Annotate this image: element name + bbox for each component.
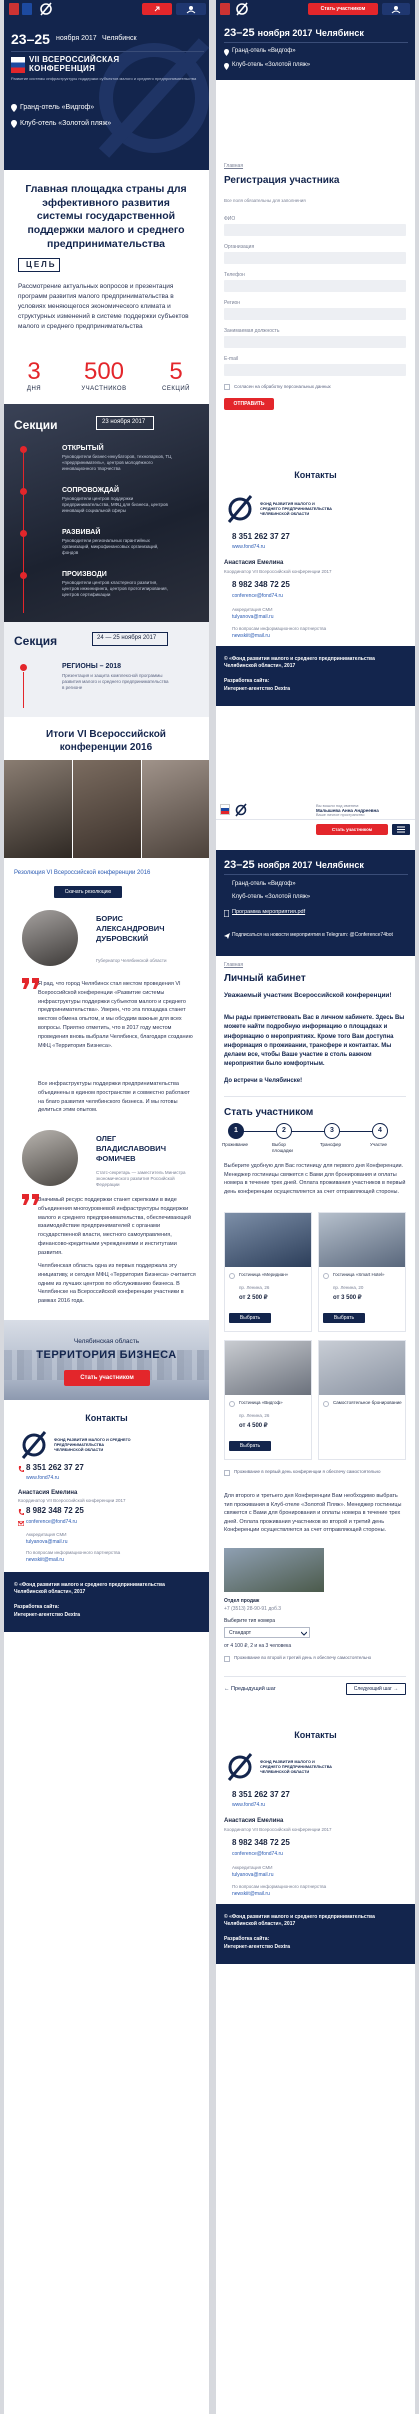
section2-block xyxy=(4,622,209,717)
hero-divider xyxy=(11,51,204,52)
phone-field[interactable] xyxy=(224,280,406,292)
become-participant-button[interactable] xyxy=(316,824,388,835)
phone-icon xyxy=(18,1465,24,1472)
footer-copyright: © «Фонд развития малого и среднего предпринимательства Челябинской области», 2017 xyxy=(224,656,375,669)
hero-section xyxy=(4,18,209,170)
accred-email[interactable]: tulyanova@mail.ru xyxy=(26,1539,68,1545)
hero-divider xyxy=(224,874,408,875)
self-accommodation2-checkbox[interactable] xyxy=(224,1656,230,1662)
section-bullet-icon xyxy=(20,664,27,671)
user-menu-button[interactable] xyxy=(176,3,206,15)
results-photo-strip xyxy=(4,760,209,858)
footer-copyright: © «Фонд развития малого и среднего предпринимательства Челябинской области», 2017 xyxy=(224,1914,375,1927)
contacts-title: Контакты xyxy=(294,1730,337,1740)
step-4[interactable]: 4 xyxy=(372,1123,388,1139)
hotel-photo xyxy=(225,1213,311,1267)
step-2[interactable]: 2 xyxy=(276,1123,292,1139)
fund-site[interactable]: www.fond74.ru xyxy=(232,1802,266,1808)
coordinator-name: Анастасия Емелина xyxy=(18,1490,78,1496)
footer xyxy=(4,1572,209,1632)
consent-checkbox[interactable] xyxy=(224,384,230,390)
coordinator-name: Анастасия Емелина xyxy=(224,1818,284,1824)
phone-icon xyxy=(18,1508,24,1515)
results-title: Итоги VI Всероссийской конференции 2016 xyxy=(46,729,166,753)
fund-phone: 8 351 262 37 27 xyxy=(232,532,290,541)
top-bar xyxy=(4,0,209,18)
info-email[interactable]: newskiit@mail.ru xyxy=(232,633,270,639)
section-bullet-icon xyxy=(20,446,27,453)
accred-email[interactable]: tulyanova@mail.ru xyxy=(232,614,274,620)
coordinator-phone: 8 982 348 72 25 xyxy=(232,1838,290,1847)
become-participant-cta[interactable] xyxy=(64,1370,150,1386)
hotel-card[interactable] xyxy=(318,1340,406,1460)
location-pin-icon xyxy=(11,120,17,128)
user-menu-button[interactable] xyxy=(382,3,410,15)
club-hotel-photo xyxy=(224,1548,324,1592)
submit-button[interactable] xyxy=(224,398,274,410)
next-step-button[interactable] xyxy=(346,1683,406,1695)
coordinator-role: Координатор VII Всероссийской конференции 2017 xyxy=(224,569,332,574)
coordinator-email[interactable]: conference@fond74.ru xyxy=(232,593,283,599)
cabinet-body: Мы рады приветствовать Вас в личном кабинете. Здесь Вы можете найти подробную информацию о площадках и информацию о мероприятиях. Кроме того Вам доступна информация о проживании, трансфере и контактах. Мы делаем все, чтобы Ваше участие в столь важном мероприятии было комфортным. xyxy=(224,1015,405,1068)
submit-label: ОТПРАВИТЬ xyxy=(233,401,265,407)
self-accommodation2-label: Проживание во второй и третий день я обеспечу самостоятельно xyxy=(234,1655,372,1660)
coordinator-email[interactable]: conference@fond74.ru xyxy=(232,1851,283,1857)
section-name: РАЗВИВАЙ xyxy=(62,529,101,536)
speaker-photo xyxy=(22,1130,78,1186)
step-label: Проживание xyxy=(222,1142,249,1147)
hotel-card[interactable] xyxy=(318,1212,406,1332)
hotel-radio[interactable] xyxy=(229,1401,235,1407)
become-participant-button[interactable] xyxy=(308,3,378,15)
cabinet-topbar xyxy=(216,800,415,820)
coordinator-phone: 8 982 348 72 25 xyxy=(26,1506,84,1515)
footer-dev-name[interactable]: Интернет-агентство Dextra xyxy=(224,686,291,692)
speaker-role: Губернатор Челябинской области xyxy=(96,958,167,963)
download-label: Скачать резолюцию xyxy=(64,889,112,895)
select-hotel-button[interactable]: Выбрать xyxy=(229,1441,271,1451)
hero-dates: 23–25 ноября 2017 Челябинск xyxy=(224,859,364,871)
step-label: Участие xyxy=(370,1142,388,1147)
hotel-card[interactable] xyxy=(224,1212,312,1332)
event-photo xyxy=(73,760,141,858)
goal-text: Рассмотрение актуальных вопросов и презентация программ развития малого предпринимательства в условиях меняющегося экономического климата и структурных изменений в системе поддержки субъектов малого и среднего предпринимательства xyxy=(18,283,189,331)
stat-label: СЕКЦИЙ xyxy=(162,386,190,392)
required-note: Все поля обязательны для заполнения xyxy=(224,198,306,203)
coordinator-name: Анастасия Емелина xyxy=(224,560,284,566)
download-resolution-button[interactable] xyxy=(54,886,122,898)
hotel-photo xyxy=(319,1213,405,1267)
section2-date: 24 — 25 ноября 2017 xyxy=(97,635,157,641)
club-name: Отдел продаж xyxy=(224,1598,260,1604)
stat-label: УЧАСТНИКОВ xyxy=(81,386,127,392)
info-email[interactable]: newskiit@mail.ru xyxy=(26,1557,64,1563)
stat-value: 500 xyxy=(83,358,125,385)
section-item[interactable] xyxy=(4,444,209,484)
step-3[interactable]: 3 xyxy=(324,1123,340,1139)
footer xyxy=(216,646,415,706)
fund-logo-icon xyxy=(18,1430,50,1460)
conf-title-line1: VII ВСЕРОССИЙСКАЯ xyxy=(29,55,120,64)
cabinet-greeting: Уважаемый участник Всероссийской конференции! xyxy=(224,992,392,999)
section2-item-name: РЕГИОНЫ – 2018 xyxy=(62,663,122,670)
landing-page xyxy=(4,0,209,2414)
hero-month: ноября 2017 xyxy=(56,35,97,42)
account-greeting: Вы вошли под именем: xyxy=(316,803,360,808)
section-desc: Руководители центров поддержки предпринимательства, МФЦ для бизнеса, центров инноваций социальной сферы xyxy=(62,496,168,513)
self-accommodation-checkbox[interactable] xyxy=(224,1470,230,1476)
info-email[interactable]: newskiit@mail.ru xyxy=(232,1891,270,1897)
hotel-1: Гранд-отель «Видгоф» xyxy=(20,104,95,111)
footer-dev-name[interactable]: Интернет-агентство Dextra xyxy=(224,1944,291,1950)
hotel-photo xyxy=(319,1341,405,1395)
region-field[interactable] xyxy=(224,308,406,320)
menu-button[interactable] xyxy=(392,824,410,835)
program-link[interactable]: Программа мероприятия.pdf xyxy=(232,909,306,915)
section-item[interactable] xyxy=(4,486,209,526)
event-photo xyxy=(4,760,72,858)
region-big-title: ТЕРРИТОРИЯ БИЗНЕСА xyxy=(36,1349,177,1361)
field-label: Телефон xyxy=(224,272,245,278)
speaker-quote: Я рад, что город Челябинск стал местом проведения VI Всероссийской конференции «Развитие системы инфраструктуры поддержки субъектов малого и среднего предпринимательства». Уверен, что эта площадка станет местом обмена опытом, и мы обсудим важные для всех вопросы. Приятно отметить, что в 2017 году местом проведения вновь выбрали Челябинск, благодаря созданию МФЦ «Территория Бизнеса». xyxy=(38,981,193,1049)
fund-phone: 8 351 262 37 27 xyxy=(232,1790,290,1799)
fund-name: ФОНД РАЗВИТИЯ МАЛОГО И СРЕДНЕГО ПРЕДПРИНИМАТЕЛЬСТВА ЧЕЛЯБИНСКОЙ ОБЛАСТИ xyxy=(260,502,332,516)
select-hotel-button[interactable]: Выбрать xyxy=(323,1313,365,1323)
accred-label: Аккредитация СМИ xyxy=(232,1865,273,1870)
email-field[interactable] xyxy=(224,364,406,376)
coordinator-phone: 8 982 348 72 25 xyxy=(232,580,290,589)
next-step-label: Следующий шаг → xyxy=(353,1686,399,1692)
section-bullet-icon xyxy=(20,488,27,495)
hotel-photo xyxy=(225,1341,311,1395)
divider xyxy=(224,1676,406,1677)
day23-text: Для второго и третьего дня Конференции Вам необходимо выбрать тип проживания в Клуб-отеле «Золотой Пляж». Менеджер гостиницы свяжется с Вами для бронирования и оплаты номера в течение трех дней. Оплата проживания участников во второй и третий день Конференции осуществляется за счет отправляющей стороны. xyxy=(224,1493,402,1534)
field-label: Регион xyxy=(224,300,241,306)
info-label: По вопросам информационного партнерства xyxy=(232,1884,327,1889)
room-price: от 4 100 ₽, 2 и на 3 человека xyxy=(224,1643,292,1649)
participate-title: Стать участником xyxy=(224,1107,314,1118)
field-label: ФИО xyxy=(224,216,236,222)
location-pin-icon xyxy=(11,104,17,112)
inner-pages xyxy=(216,0,415,2414)
coordinator-email[interactable]: conference@fond74.ru xyxy=(26,1519,77,1525)
divider xyxy=(224,1096,406,1097)
intro-headline: Главная площадка страны для эффективного развития системы государственной поддержки малого и среднего предпринимательства xyxy=(25,183,187,250)
resolution-link[interactable]: Резолюция VI Всероссийской конференции 2016 xyxy=(14,870,151,876)
speaker-photo xyxy=(22,910,78,966)
section-desc: Руководители бизнес-инкубаторов, технопарков, ТЦ «предприниматель», центров молодёжного инновационного творчества xyxy=(62,454,172,471)
conference-flag-icon xyxy=(220,804,230,815)
sections-block xyxy=(4,404,209,622)
cabinet-actions xyxy=(216,820,415,838)
contacts-title: Контакты xyxy=(85,1413,128,1423)
cabinet-title: Личный кабинет xyxy=(224,973,306,984)
hotel-name: Гостиница «Smart Hotel» xyxy=(333,1272,385,1277)
region-emblem-icon xyxy=(220,3,230,15)
hotel-price: от 2 500 ₽ xyxy=(239,1295,268,1301)
participate-intro: Выберите удобную для Вас гостиницу для первого дня Конференции. Менеджер гостиницы свяжется с Вами для бронирования и оплаты номера в течение трех дней. Оплата проживания участников в первый день конференции осуществляется за счет отправляющей стороны. xyxy=(224,1163,406,1195)
fund-logo-icon[interactable] xyxy=(234,803,248,817)
accred-email[interactable]: tulyanova@mail.ru xyxy=(232,1872,274,1878)
fund-name: ФОНД РАЗВИТИЯ МАЛОГО И СРЕДНЕГО ПРЕДПРИНИМАТЕЛЬСТВА ЧЕЛЯБИНСКОЙ ОБЛАСТИ xyxy=(54,1438,131,1452)
coordinator-role: Координатор VII Всероссийской конференции 2017 xyxy=(18,1498,126,1503)
field-label: Занимаемая должность xyxy=(224,328,280,334)
footer-dev-name[interactable]: Интернет-агентство Dextra xyxy=(14,1612,81,1618)
region-banner xyxy=(4,1320,209,1400)
section-item[interactable] xyxy=(4,570,209,614)
position-field[interactable] xyxy=(224,336,406,348)
become-participant-button[interactable] xyxy=(142,3,172,15)
mail-icon xyxy=(18,1521,24,1526)
hotel-addr: пр. Ленина, 20 xyxy=(333,1285,364,1290)
fund-logo-icon[interactable] xyxy=(234,2,250,16)
section-bullet-icon xyxy=(20,530,27,537)
hotel-name: Гостиница «Меридиан» xyxy=(239,1272,289,1277)
hero-divider xyxy=(224,42,408,43)
section2-item-desc: Презентация и защита комплексной программы развития малого и среднего предпринимательства в регионе xyxy=(62,673,169,690)
hotel-radio[interactable] xyxy=(229,1273,235,1279)
room-select[interactable] xyxy=(224,1627,310,1638)
speaker-name: ОЛЕГ ВЛАДИСЛАВОВИЧ ФОМИЧЕВ xyxy=(96,1134,166,1163)
fund-name: ФОНД РАЗВИТИЯ МАЛОГО И СРЕДНЕГО ПРЕДПРИНИМАТЕЛЬСТВА ЧЕЛЯБИНСКОЙ ОБЛАСТИ xyxy=(260,1760,332,1774)
fund-site[interactable]: www.fond74.ru xyxy=(232,544,266,550)
document-icon xyxy=(224,910,229,917)
consent-label: Согласен на обработку персональных данных xyxy=(234,384,331,389)
coordinator-role: Координатор VII Всероссийской конференции 2017 xyxy=(224,1827,332,1832)
speaker-text: Все инфраструктуры поддержки предпринимательства объединены в едином пространстве и совместно работают на благо развития челябинского бизнеса. И мы готовы делиться этим опытом. xyxy=(38,1081,190,1114)
stats-row xyxy=(4,356,209,396)
accred-label: Аккредитация СМИ xyxy=(26,1532,67,1537)
self-accommodation-label: Проживание в первый день конференции я обеспечу самостоятельно xyxy=(234,1469,381,1474)
hotel-name: Гостиница «Видгоф» xyxy=(239,1400,283,1405)
footer-dev-label: Разработка сайта: xyxy=(224,678,270,684)
goal-label: ЦЕЛЬ xyxy=(26,260,57,269)
fund-logo-icon[interactable] xyxy=(38,2,54,16)
footer xyxy=(216,1904,415,1964)
conference-flag-icon xyxy=(11,57,25,73)
footer-copyright: © «Фонд развития малого и среднего предпринимательства Челябинской области», 2017 xyxy=(14,1582,165,1595)
mini-hero xyxy=(216,850,415,930)
conf-subtitle: Развитие системы инфраструктуры поддержки субъектов малого и среднего предпринимательства xyxy=(11,76,197,81)
header-button-label: Стать участником xyxy=(331,827,373,832)
select-hotel-button[interactable]: Выбрать xyxy=(229,1313,271,1323)
hotel-2: Клуб-отель «Золотой пляж» xyxy=(20,120,112,127)
fund-logo-icon xyxy=(224,494,256,524)
stat-label: ДНЯ xyxy=(26,386,42,392)
speaker-text: Челябинская область одна из первых поддержала эту инициативу, и сегодня МФЦ «Территория Бизнеса» считается одним из лучших центров по обслуживанию бизнеса. В Челябинске на Всероссийской конференции участники в рамках 2016 года. xyxy=(38,1263,196,1305)
section-name: ОТКРЫТЫЙ xyxy=(62,445,104,452)
sections-date: 23 ноября 2017 xyxy=(102,419,146,425)
room-label: Выберите тип номера xyxy=(224,1618,275,1624)
info-label: По вопросам информационного партнерства xyxy=(26,1550,121,1555)
speaker-quote: Значимый ресурс поддержки станет скрепками в виде объединения многоуровневой инфраструктуры поддержки малого и среднего предпринимательства, обеспечивающей взаимодействие предпринимателей с органами государственной власти, местного самоуправления, финансово-кредитными учреждениями и институтами развития. xyxy=(38,1197,191,1256)
club-phone: +7 (3513) 28-90-91 доб.3 xyxy=(224,1606,282,1612)
step-label: Трансфер xyxy=(320,1142,341,1147)
step-1[interactable]: 1 xyxy=(228,1123,244,1139)
field-label: E-mail xyxy=(224,356,239,362)
telegram-strip xyxy=(216,930,415,956)
breadcrumb[interactable]: Главная xyxy=(224,163,244,169)
location-pin-icon xyxy=(224,49,229,56)
field-label: Организация xyxy=(224,244,255,250)
mini-hero xyxy=(216,18,415,80)
hotel-price: от 3 500 ₽ xyxy=(333,1295,362,1301)
stat-value: 5 xyxy=(169,358,183,385)
fund-phone: 8 351 262 37 27 xyxy=(26,1463,84,1472)
footer-dev-label: Разработка сайта: xyxy=(14,1604,60,1610)
region-caption: Челябинская область xyxy=(73,1338,140,1345)
footer-dev-label: Разработка сайта: xyxy=(224,1936,270,1942)
step-label: Выбор площадки xyxy=(272,1142,293,1153)
hotel-radio[interactable] xyxy=(323,1273,329,1279)
hotel-price: от 4 500 ₽ xyxy=(239,1423,268,1429)
header-button-label: Стать участником xyxy=(320,6,366,12)
hotel-radio[interactable] xyxy=(323,1401,329,1407)
timeline-line xyxy=(23,672,24,708)
telegram-text[interactable]: Подписаться на новости мероприятия в Telegram: @Conference74bot xyxy=(232,932,393,938)
hero-dates: 23–25 xyxy=(11,31,50,47)
sections-title: Секции xyxy=(14,418,58,432)
hotel-1: Гранд-отель «Видгоф» xyxy=(232,881,296,887)
section2-title: Секция xyxy=(14,634,58,648)
breadcrumb[interactable]: Главная xyxy=(224,962,244,968)
stat-value: 3 xyxy=(27,358,41,385)
account-sub: Ваше личное пространство xyxy=(316,813,365,817)
registration-title: Регистрация участника xyxy=(224,175,340,186)
hotel-2: Клуб-отель «Золотой пляж» xyxy=(232,894,311,900)
event-photo xyxy=(142,760,209,858)
steps-line xyxy=(236,1131,386,1132)
fund-site[interactable]: www.fond74.ru xyxy=(26,1475,60,1481)
cta-label: Стать участником xyxy=(80,1375,134,1381)
conf-title-line2: КОНФЕРЕНЦИЯ xyxy=(29,64,96,73)
fund-logo-icon xyxy=(224,1752,256,1782)
info-label: По вопросам информационного партнерства xyxy=(232,626,327,631)
section-bullet-icon xyxy=(20,572,27,579)
cabinet-closing: До встречи в Челябинске! xyxy=(224,1078,303,1084)
contacts-title: Контакты xyxy=(294,470,337,480)
section-desc: Руководители региональных гарантийных организаций, микрофинансовых организаций, фондов xyxy=(62,538,159,555)
account-name[interactable]: Малышева Анна Андреевна xyxy=(316,808,379,813)
hero-city: Челябинск xyxy=(102,35,137,42)
section-name: ПРОИЗВОДИ xyxy=(62,571,107,578)
hero-dates: 23–25 ноября 2017 Челябинск xyxy=(224,27,364,39)
hotel-name: Самостоятельное бронирование xyxy=(333,1400,402,1405)
hotel-2: Клуб-отель «Золотой пляж» xyxy=(232,62,311,68)
organization-field[interactable] xyxy=(224,252,406,264)
telegram-icon xyxy=(224,933,230,939)
speaker-role: Статс-секретарь — заместитель Министра экономического развития Российской Федерации xyxy=(96,1170,186,1187)
section-name: СОПРОВОЖДАЙ xyxy=(62,487,120,494)
top-bar xyxy=(216,0,415,18)
location-pin-icon xyxy=(224,63,229,70)
hotel-addr: пр. Ленина, 26 xyxy=(239,1413,270,1418)
hotel-card[interactable] xyxy=(224,1340,312,1460)
room-select-value: Стандарт xyxy=(229,1630,252,1636)
speaker-name: БОРИС АЛЕКСАНДРОВИЧ ДУБРОВСКИЙ xyxy=(96,914,165,943)
section-item[interactable] xyxy=(4,528,209,568)
chevron-down-icon xyxy=(301,1631,307,1636)
region-flag-icon xyxy=(22,3,32,15)
accred-label: Аккредитация СМИ xyxy=(232,607,273,612)
fio-field[interactable] xyxy=(224,224,406,236)
hotel-1: Гранд-отель «Видгоф» xyxy=(232,48,296,54)
prev-step-link[interactable]: ← Предыдущий шаг xyxy=(224,1686,276,1692)
section-desc: Руководители центров кластерного развития, центров инжиниринга, центров прототипирования, центров сертификации xyxy=(62,580,168,597)
hotel-addr: пр. Ленина, 26 xyxy=(239,1285,270,1290)
region-emblem-icon xyxy=(9,3,19,15)
